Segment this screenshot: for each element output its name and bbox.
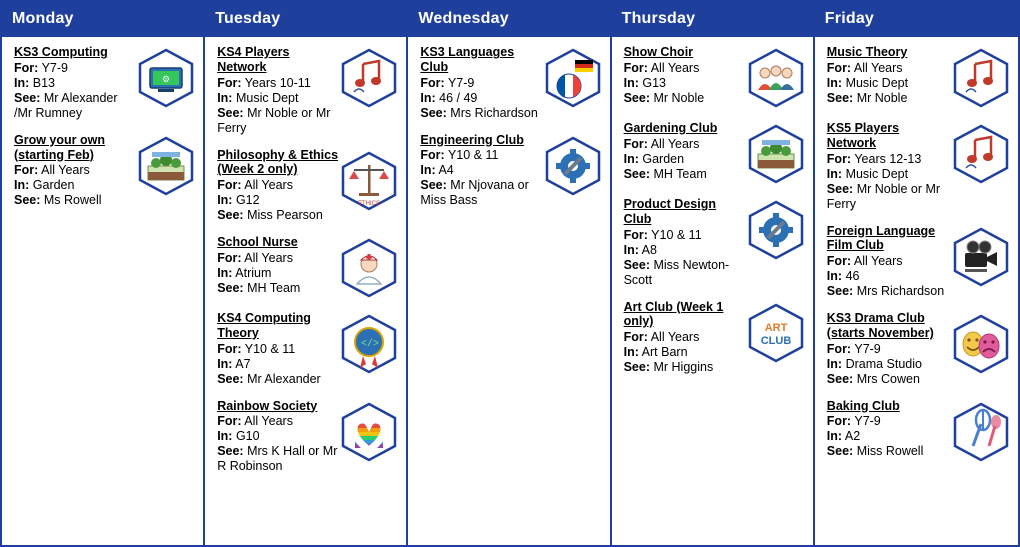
whisk-icon <box>950 401 1012 463</box>
club-entry <box>414 131 603 209</box>
club-detail-value: Mr Noble or Mr Ferry <box>217 105 331 135</box>
day-header: Wednesday <box>408 2 609 37</box>
club-detail-value: Music Dept <box>845 166 909 181</box>
club-detail-line <box>217 414 338 429</box>
day-body <box>408 37 609 545</box>
club-details <box>821 43 950 106</box>
club-detail-line <box>624 243 745 258</box>
club-detail-label: For: <box>826 414 852 429</box>
club-entry <box>821 222 1012 300</box>
club-detail-line <box>420 148 541 163</box>
club-detail-label: In: <box>623 242 639 257</box>
club-detail-label: See: <box>14 193 41 208</box>
club-detail-line <box>624 228 745 243</box>
club-detail-line <box>217 251 338 266</box>
club-detail-value: All Years <box>244 250 293 265</box>
club-detail-line <box>420 178 541 208</box>
club-detail-label: For: <box>623 227 648 242</box>
music-notes-icon <box>950 47 1012 109</box>
club-detail-value: Mr Higgins <box>653 360 714 374</box>
club-detail-value: All Years <box>853 60 903 75</box>
day-column-wednesday <box>408 2 611 545</box>
club-detail-label: In: <box>217 90 233 105</box>
club-details <box>821 397 950 460</box>
club-details <box>618 43 745 106</box>
club-detail-label: See: <box>623 257 650 272</box>
club-detail-label: For: <box>826 60 852 75</box>
club-title: Engineering Club <box>420 132 524 147</box>
club-detail-value: Y10 & 11 <box>447 148 499 163</box>
club-details <box>821 309 950 387</box>
club-detail-line <box>14 193 135 208</box>
club-title: Grow your own (starting Feb) <box>14 132 105 162</box>
club-detail-value: All Years <box>650 330 700 344</box>
flags-icon <box>542 47 604 109</box>
club-detail-value: Music Dept <box>845 75 909 90</box>
club-detail-line <box>420 91 541 106</box>
club-entry <box>211 309 400 387</box>
club-detail-line <box>217 444 338 474</box>
club-entry <box>821 397 1012 463</box>
club-detail-value: Mrs Cowen <box>856 371 920 386</box>
club-detail-label: See: <box>217 208 244 222</box>
music-notes-icon <box>950 123 1012 185</box>
club-detail-label: In: <box>217 356 233 371</box>
club-detail-line <box>217 208 338 223</box>
club-detail-label: In: <box>217 265 233 280</box>
club-detail-line <box>420 106 541 121</box>
day-body <box>2 37 203 545</box>
day-column-friday <box>815 2 1018 545</box>
club-detail-value: Mr Noble <box>856 90 908 105</box>
club-details <box>211 309 338 387</box>
club-detail-value: Garden <box>32 178 75 193</box>
club-detail-value: Miss Newton-Scott <box>623 257 730 287</box>
club-entry <box>8 131 197 209</box>
club-detail-value: Mr Noble or Mr Ferry <box>826 181 941 211</box>
club-detail-value: All Years <box>244 178 293 192</box>
club-detail-value: Y10 & 11 <box>651 227 702 242</box>
choir-icon <box>745 47 807 109</box>
club-detail-value: A4 <box>438 163 454 178</box>
club-detail-value: 46 / 49 <box>439 90 478 105</box>
club-detail-line <box>14 61 135 76</box>
club-detail-line <box>827 429 950 444</box>
club-entry <box>821 119 1012 212</box>
club-detail-label: See: <box>623 90 650 105</box>
club-detail-line <box>217 178 338 193</box>
club-details <box>211 146 338 224</box>
club-detail-label: For: <box>217 75 242 90</box>
day-header: Monday <box>2 2 203 37</box>
club-detail-value: All Years <box>244 414 293 429</box>
club-detail-line <box>217 76 338 91</box>
computer-icon <box>135 47 197 109</box>
club-detail-label: See: <box>623 360 650 374</box>
club-detail-label: See: <box>420 105 447 120</box>
film-camera-icon <box>950 226 1012 288</box>
club-entry <box>211 233 400 299</box>
club-detail-value: A7 <box>235 356 251 371</box>
club-details <box>821 119 950 212</box>
club-detail-label: For: <box>217 341 242 356</box>
club-detail-line <box>217 266 338 281</box>
club-detail-line <box>827 444 950 459</box>
day-column-monday <box>2 2 205 545</box>
club-detail-line <box>827 182 950 212</box>
club-detail-label: In: <box>14 178 30 193</box>
club-detail-line <box>14 163 135 178</box>
music-notes-icon <box>338 47 400 109</box>
day-header: Thursday <box>612 2 813 37</box>
club-title: Rainbow Society <box>217 398 318 413</box>
club-detail-label: In: <box>217 429 233 444</box>
club-detail-value: Mr Njovana or Miss Bass <box>420 178 529 208</box>
club-entry <box>618 43 807 109</box>
club-detail-value: All Years <box>650 60 700 75</box>
club-detail-label: In: <box>14 75 30 90</box>
club-detail-value: All Years <box>650 136 700 151</box>
club-entry <box>211 43 400 136</box>
club-detail-label: For: <box>420 75 445 90</box>
svg-text:CLUB: CLUB <box>760 334 792 347</box>
club-title: Show Choir <box>623 45 694 59</box>
club-details <box>618 119 745 182</box>
club-detail-label: See: <box>420 178 447 193</box>
club-details <box>414 43 541 121</box>
club-detail-line <box>624 360 745 375</box>
club-title: KS3 Languages Club <box>420 45 515 74</box>
club-detail-line <box>217 357 338 372</box>
club-detail-label: See: <box>826 181 854 196</box>
club-detail-line <box>827 91 950 106</box>
club-detail-label: For: <box>623 60 648 75</box>
club-detail-line <box>217 372 338 387</box>
club-details <box>211 233 338 296</box>
art-club-icon <box>745 302 807 364</box>
club-detail-label: See: <box>217 371 244 386</box>
club-title: KS4 Players Network <box>217 45 290 74</box>
club-detail-value: Music Dept <box>235 90 299 105</box>
club-detail-label: For: <box>826 341 852 356</box>
club-detail-value: Years 10-11 <box>244 75 311 90</box>
club-detail-value: Y7-9 <box>854 414 881 429</box>
club-entry <box>618 298 807 376</box>
club-detail-line <box>14 76 135 91</box>
club-entry <box>821 309 1012 387</box>
club-title: KS4 Computing Theory <box>217 311 311 340</box>
club-detail-value: Ms Rowell <box>43 193 102 208</box>
club-title: KS3 Drama Club (starts November) <box>826 311 934 340</box>
club-detail-value: A2 <box>844 429 861 444</box>
club-detail-line <box>217 342 338 357</box>
club-entry <box>211 146 400 224</box>
day-body <box>205 37 406 545</box>
club-detail-line <box>827 342 950 357</box>
club-detail-line <box>827 61 950 76</box>
club-detail-value: G13 <box>642 75 666 90</box>
club-title: Product Design Club <box>623 197 716 226</box>
club-detail-label: See: <box>826 371 854 386</box>
club-title: Philosophy & Ethics (Week 2 only) <box>217 147 339 177</box>
club-detail-value: Y10 & 11 <box>244 341 296 356</box>
club-detail-line <box>14 91 135 121</box>
club-detail-value: All Years <box>853 254 903 268</box>
club-detail-value: Drama Studio <box>845 356 922 371</box>
club-detail-label: For: <box>217 250 242 265</box>
nurse-icon <box>338 237 400 299</box>
club-details <box>821 222 950 300</box>
club-detail-line <box>217 429 338 444</box>
day-body <box>612 37 813 545</box>
club-details <box>8 131 135 209</box>
club-detail-label: See: <box>826 90 854 105</box>
day-header: Tuesday <box>205 2 406 37</box>
club-detail-label: For: <box>826 151 852 166</box>
club-details <box>8 43 135 121</box>
gear-wrench-icon <box>745 199 807 261</box>
club-detail-value: All Years <box>41 163 90 178</box>
club-detail-line <box>217 106 338 136</box>
club-detail-label: For: <box>826 254 852 268</box>
club-detail-value: Mrs K Hall or Mr R Robinson <box>217 444 338 474</box>
scales-icon <box>338 150 400 212</box>
club-detail-value: Art Barn <box>641 345 688 359</box>
svg-text:ART: ART <box>764 321 788 334</box>
club-detail-value: Garden <box>642 151 685 166</box>
club-detail-value: Mrs Richardson <box>450 105 538 120</box>
club-detail-label: In: <box>826 75 843 90</box>
club-entry <box>414 43 603 121</box>
club-detail-value: Mr Alexander /Mr Rumney <box>14 90 118 120</box>
svg-text:</>: </> <box>361 339 380 350</box>
club-title: Music Theory <box>826 45 908 59</box>
day-column-thursday <box>612 2 815 545</box>
svg-text:ETHICS: ETHICS <box>358 200 381 207</box>
club-detail-value: Y7-9 <box>41 60 68 75</box>
club-entry <box>618 195 807 288</box>
club-detail-value: G10 <box>235 429 260 444</box>
club-detail-label: For: <box>623 136 648 151</box>
club-detail-value: Y7-9 <box>854 341 881 356</box>
club-detail-line <box>624 167 745 182</box>
club-detail-label: For: <box>14 60 39 75</box>
club-detail-label: See: <box>826 444 854 459</box>
club-detail-line <box>827 269 950 284</box>
club-detail-line <box>827 414 950 429</box>
club-detail-label: See: <box>623 166 650 181</box>
club-detail-label: For: <box>217 178 242 192</box>
club-detail-line <box>827 167 950 182</box>
rainbow-heart-icon <box>338 401 400 463</box>
club-detail-line <box>14 178 135 193</box>
club-detail-line <box>827 284 950 299</box>
club-detail-line <box>624 345 745 360</box>
club-entry <box>821 43 1012 109</box>
club-detail-line <box>217 193 338 208</box>
club-detail-label: In: <box>826 356 843 371</box>
club-detail-line <box>827 254 950 269</box>
club-detail-line <box>827 76 950 91</box>
club-detail-value: A8 <box>641 242 657 257</box>
code-badge-icon <box>338 313 400 375</box>
club-detail-line <box>624 91 745 106</box>
club-detail-label: In: <box>826 269 843 283</box>
club-detail-label: See: <box>14 90 41 105</box>
club-detail-line <box>827 152 950 167</box>
club-title: School Nurse <box>217 235 298 249</box>
club-detail-value: Years 12-13 <box>854 151 922 166</box>
club-detail-label: For: <box>420 148 445 163</box>
club-detail-label: In: <box>420 163 436 178</box>
club-details <box>211 397 338 475</box>
club-details <box>618 195 745 288</box>
club-entry <box>211 397 400 475</box>
club-title: KS3 Computing <box>14 45 108 59</box>
club-details <box>618 298 745 376</box>
club-detail-label: For: <box>623 330 648 344</box>
club-detail-label: See: <box>217 105 244 120</box>
club-detail-line <box>624 76 745 91</box>
club-detail-value: Mr Alexander <box>247 371 321 386</box>
club-title: Gardening Club <box>623 121 718 135</box>
club-entry <box>8 43 197 121</box>
day-column-tuesday <box>205 2 408 545</box>
club-detail-line <box>217 91 338 106</box>
club-detail-line <box>624 152 745 167</box>
club-detail-label: In: <box>826 166 843 181</box>
club-detail-label: In: <box>420 90 436 105</box>
club-detail-value: G12 <box>235 193 260 207</box>
svg-text:⚙: ⚙ <box>162 74 171 84</box>
club-detail-line <box>624 330 745 345</box>
club-detail-label: For: <box>14 163 39 178</box>
club-detail-label: For: <box>217 414 242 429</box>
club-detail-line <box>420 76 541 91</box>
club-entry <box>618 119 807 185</box>
club-title: Foreign Language Film Club <box>826 223 936 253</box>
gear-wrench-icon <box>542 135 604 197</box>
club-detail-value: Miss Pearson <box>247 208 323 222</box>
club-detail-value: 46 <box>845 269 860 283</box>
club-detail-value: Miss Rowell <box>856 444 924 459</box>
club-detail-label: In: <box>623 75 639 90</box>
garden-icon <box>745 123 807 185</box>
club-detail-value: MH Team <box>247 280 301 295</box>
club-details <box>211 43 338 136</box>
club-detail-value: B13 <box>32 75 56 90</box>
club-detail-line <box>624 61 745 76</box>
club-detail-value: Atrium <box>235 265 272 280</box>
club-detail-label: See: <box>826 284 854 298</box>
club-title: Art Club (Week 1 only) <box>623 299 724 329</box>
club-detail-value: Mr Noble <box>653 90 705 105</box>
club-detail-line <box>827 372 950 387</box>
club-detail-line <box>217 281 338 296</box>
club-detail-value: MH Team <box>653 166 707 181</box>
club-title: KS5 Players Network <box>826 121 900 150</box>
club-details <box>414 131 541 209</box>
drama-masks-icon <box>950 313 1012 375</box>
club-detail-label: In: <box>623 151 639 166</box>
club-detail-line <box>827 357 950 372</box>
day-body <box>815 37 1018 545</box>
club-detail-line <box>624 258 745 288</box>
garden-icon <box>135 135 197 197</box>
club-detail-value: Y7-9 <box>447 75 475 90</box>
club-detail-label: See: <box>217 444 244 459</box>
club-detail-line <box>420 163 541 178</box>
club-detail-label: In: <box>623 345 639 359</box>
club-title: Baking Club <box>826 398 900 413</box>
club-detail-line <box>624 137 745 152</box>
club-detail-value: Mrs Richardson <box>856 284 945 298</box>
club-detail-label: In: <box>826 429 843 444</box>
day-header: Friday <box>815 2 1018 37</box>
club-detail-label: In: <box>217 193 233 207</box>
club-detail-label: See: <box>217 280 244 295</box>
